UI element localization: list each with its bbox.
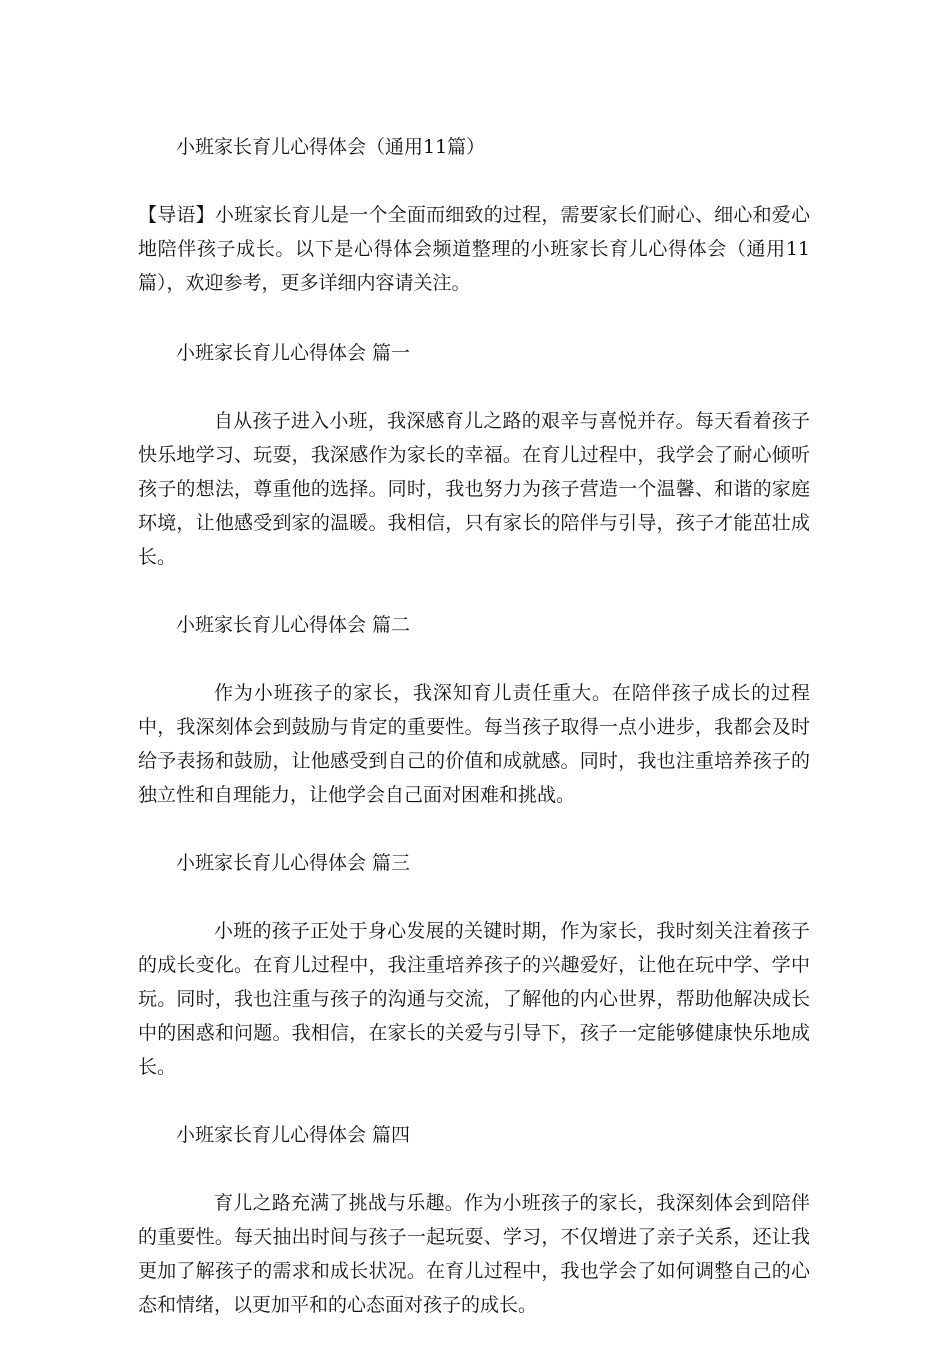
section-heading: 小班家长育儿心得体会 篇四 xyxy=(176,1124,411,1146)
section-heading: 小班家长育儿心得体会 篇二 xyxy=(176,614,411,636)
document-title: 小班家长育儿心得体会（通用11篇） xyxy=(176,136,486,158)
document-content xyxy=(138,130,810,1356)
section-body: 自从孩子进入小班，我深感育儿之路的艰辛与喜悦并存。每天看着孩子快乐地学习、玩耍，我深感作为家长的幸福。在育儿过程中，我学会了耐心倾听孩子的想法，尊重他的选择。同时，我也努力为孩子营造一个温馨、和谐的家庭环境，让他感受到家的温暖。我相信，只有家长的陪伴与引导，孩子才能茁壮成长。 xyxy=(138,410,810,568)
section-body: 小班的孩子正处于身心发展的关键时期，作为家长，我时刻关注着孩子的成长变化。在育儿过程中，我注重培养孩子的兴趣爱好，让他在玩中学、学中玩。同时，我也注重与孩子的沟通与交流，了解他的内心世界，帮助他解决成长中的困惑和问题。我相信，在家长的关爱与引导下，孩子一定能够健康快乐地成长。 xyxy=(138,920,810,1078)
section-4 xyxy=(138,1118,810,1322)
section-2 xyxy=(138,608,810,812)
section-body: 育儿之路充满了挑战与乐趣。作为小班孩子的家长，我深刻体会到陪伴的重要性。每天抽出时间与孩子一起玩耍、学习，不仅增进了亲子关系，还让我更加了解孩子的需求和成长状况。在育儿过程中，我也学会了如何调整自己的心态和情绪，以更加平和的心态面对孩子的成长。 xyxy=(138,1192,810,1316)
section-3 xyxy=(138,846,810,1084)
section-body: 作为小班孩子的家长，我深知育儿责任重大。在陪伴孩子成长的过程中，我深刻体会到鼓励与肯定的重要性。每当孩子取得一点小进步，我都会及时给予表扬和鼓励，让他感受到自己的价值和成就感。同时，我也注重培养孩子的独立性和自理能力，让他学会自己面对困难和挑战。 xyxy=(138,682,810,806)
section-heading: 小班家长育儿心得体会 篇一 xyxy=(176,342,411,364)
section-heading: 小班家长育儿心得体会 篇三 xyxy=(176,852,411,874)
section-1 xyxy=(138,336,810,574)
intro-paragraph: 【导语】小班家长育儿是一个全面而细致的过程，需要家长们耐心、细心和爱心地陪伴孩子成长。以下是心得体会频道整理的小班家长育儿心得体会（通用11篇），欢迎参考，更多详细内容请关注。 xyxy=(138,204,810,294)
